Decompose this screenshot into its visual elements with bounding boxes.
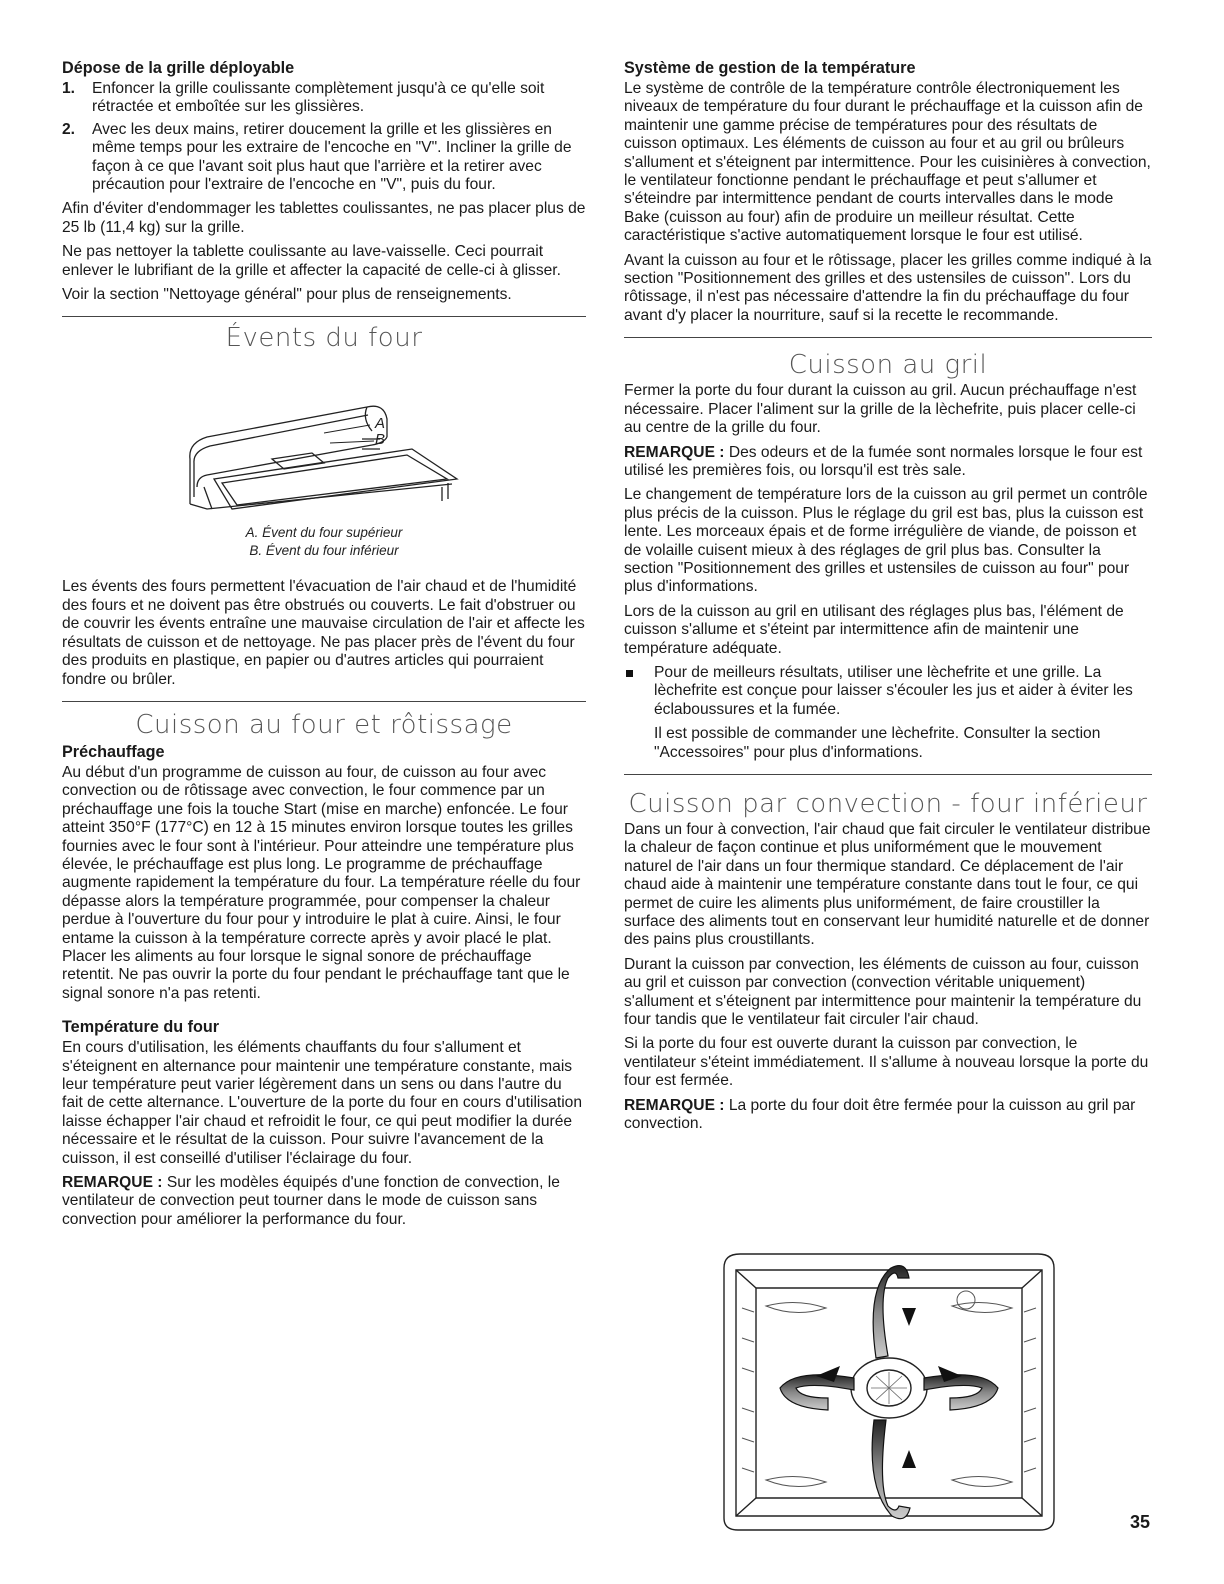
page-number: 35 [1130, 1512, 1151, 1532]
systeme-paragraph: Le système de contrôle de la température contrôle électroniquement les niveaux de température du four durant le préchauffage et la cuisson afin de maintenir une gamme précise de températures pour des résultats de cuisson optimaux. Les éléments de cuisson au four et au gril ou brûleurs s'allument et s'éteignent par intermittence. Pour les cuisinières à convection, le ventilateur fonctionne pendant le préchauffage et peut s'allumer et s'éteindre par intermittence pendant de courts intervalles dans le mode Bake (cuisson au four) afin de produire un meilleur résultat. Cette caractéristique s'active automatiquement lorsque le four est utilisé. [624, 80, 1151, 245]
gril-paragraph: Fermer la porte du four durant la cuisson au gril. Aucun préchauffage n'est nécessaire. Placer l'aliment sur la grille de la lèchefrite, puis placer celle-ci au centre de la grille du four. [624, 382, 1137, 437]
section-divider [624, 774, 1152, 775]
events-title: Évents du four [225, 323, 423, 354]
left-column [62, 58, 586, 1235]
oven-vent-drawing [62, 359, 586, 524]
preheat-heading: Préchauffage [62, 742, 165, 761]
bullet-icon [626, 670, 633, 677]
grille-steps [62, 80, 586, 194]
oven-vent-illustration [62, 359, 586, 524]
airflow-arrow-right [924, 1375, 998, 1410]
convection-title: Cuisson par convection - four inférieur [628, 789, 1148, 819]
cuisson-title: Cuisson au four et rôtissage [135, 709, 513, 740]
section-divider [624, 337, 1152, 338]
events-paragraph: Les évents des fours permettent l'évacuation de l'air chaud et de l'humidité des fours et ne doivent pas être obstrués ou couverts. Le fait d'obstruer ou de couvrir les évents entraîne une mauvaise circulation de l'air et affecte les résultats de cuisson et de nettoyage. Ne pas placer près de l'évent du four des produits en plastique, en papier ou d'autres articles qui pourraient fondre ou brûler. [62, 578, 585, 688]
cuisson-note: REMARQUE : Sur les modèles équipés d'une fonction de convection, le ventilateur de convection peut tourner dans le mode de cuisson sans convection pour améliorer la performance du four. [62, 1174, 560, 1228]
section-divider [62, 701, 586, 702]
airflow-arrow-left [780, 1375, 854, 1410]
airflow-arrow-bottom [872, 1420, 910, 1519]
caption-b: B. Évent du four inférieur [249, 543, 399, 559]
gril-paragraph: Lors de la cuisson au gril en utilisant des réglages plus bas, l'élément de cuisson s'allume et s'éteint par intermittence afin de maintenir une température adéquate. [624, 602, 1124, 657]
label-b: B [375, 431, 386, 449]
convection-paragraph: Si la porte du four est ouverte durant la cuisson par convection, le ventilateur s'éteint immédiatement. Il s'allume à nouveau lorsque la porte du four est fermée. [624, 1035, 1149, 1090]
right-column [624, 58, 1152, 1140]
grille-paragraph: Afin d'éviter d'endommager les tablettes coulissantes, ne pas placer plus de 25 lb (11,4 kg) sur la grille. [62, 200, 586, 236]
convection-oven-illustration [716, 1248, 1062, 1534]
list-item: 1. Enfoncer la grille coulissante complètement jusqu'à ce qu'elle soit rétractée et emboîtée sur les glissières. [62, 80, 545, 116]
convection-paragraph: Durant la cuisson par convection, les éléments de cuisson au four, cuisson au gril et cuisson par convection (convection véritable uniquement) s'allument et s'éteignent par intermittence pour maintenir la température du four tandis que le ventilateur fait circuler l'air chaud. [624, 955, 1142, 1029]
gril-indent-paragraph: Il est possible de commander une lèchefrite. Consulter la section "Accessoires" pour plus d'informations. [654, 725, 1101, 761]
grille-heading: Dépose de la grille déployable [62, 59, 295, 77]
gril-note: REMARQUE : Des odeurs et de la fumée sont normales lorsque le four est utilisé les premières fois, ou lorsqu'il est très sale. [624, 443, 1143, 479]
arrow-head-icon [902, 1450, 916, 1468]
convection-paragraph: Dans un four à convection, l'air chaud que fait circuler le ventilateur distribue la chaleur de façon continue et plus uniformément que le mouvement naturel de l'air dans un four thermique standard. Ce déplacement de l'air chaud aide à maintenir une température constante dans tout le four, ce qui permet de cuire les aliments plus uniformément, de faire croustiller la surface des aliments tout en conservant leur humidité naturelle et de donner des pains plus croustillants. [624, 821, 1151, 949]
grille-paragraph: Voir la section "Nettoyage général" pour plus de renseignements. [62, 286, 512, 304]
systeme-paragraph: Avant la cuisson au four et le rôtissage, placer les grilles comme indiqué à la section "Positionnement des grilles et des ustensiles de cuisson". Lors du rôtissage, il n'est pas nécessaire d'attendre la fin du préchauffage du four avant d'y placer la nourriture, sauf si la recette le recommande. [624, 251, 1152, 324]
temp-paragraph: En cours d'utilisation, les éléments chauffants du four s'allument et s'éteignent en alternance pour maintenir une température constante, mais leur température peut varier légèrement dans un sens ou dans l'autre du fait de cette alternance. L'ouverture de la porte du four en cours d'utilisation laisse échapper l'air chaud et refroidit le four, ce qui peut modifier la durée nécessaire et le résultat de la cuisson. Pour suivre l'avancement de la cuisson, il est conseillé d'utiliser l'éclairage du four. [62, 1039, 582, 1167]
list-item: Pour de meilleurs résultats, utiliser une lèchefrite et une grille. La lèchefrite est conçue pour laisser s'écouler les jus et aider à éviter les éclaboussures et la fumée. [624, 664, 1152, 719]
convection-note: REMARQUE : La porte du four doit être fermée pour la cuisson au gril par convection. [624, 1096, 1136, 1133]
list-item: 2. Avec les deux mains, retirer doucement la grille et les glissières en même temps pour les extraire de l'encoche en "V". Incliner la grille de façon à ce que l'avant soit plus haut que l'arrière et la retirer avec précaution pour l'extraire de l'encoche en "V", puis du four. [62, 120, 572, 194]
gril-title: Cuisson au gril [788, 350, 988, 381]
preheat-paragraph: Au début d'un programme de cuisson au four, de cuisson au four avec convection ou de rôtissage avec convection, le four commence par un préchauffage une fois la touche Start (mise en marche) enfoncée. Le four atteint 350°F (177°C) en 12 à 15 minutes environ lorsque toutes les grilles fournies avec le four sont à l'intérieur. Pour atteindre une température plus élevée, le préchauffage est plus long. Le programme de préchauffage augmente rapidement la température du four. La température réelle du four dépasse alors la température programmée, pour compenser la chaleur perdue à l'ouverture du four pour y introduire le plat à cuire. Ainsi, le four entame la cuisson à la température correcte après y avoir placé le plat. Placer les aliments au four lorsque le signal sonore de préchauffage retentit. Ne pas ouvrir la porte du four pendant le préchauffage tant que le signal sonore n'a pas retenti. [62, 763, 581, 1002]
arrow-head-icon [902, 1308, 916, 1326]
systeme-heading: Système de gestion de la température [624, 59, 916, 77]
gril-paragraph: Le changement de température lors de la cuisson au gril permet un contrôle plus précis de la cuisson. Plus le réglage du gril est bas, plus la cuisson est lente. Les morceaux épais et de forme irrégulière de viande, de poisson et de volaille cuisent mieux à des réglages de gril plus bas. Consulter la section "Positionnement des grilles et ustensiles de cuisson au four" pour plus d'informations. [624, 486, 1148, 596]
grille-paragraph: Ne pas nettoyer la tablette coulissante au lave-vaisselle. Ceci pourrait enlever le lubrifiant de la grille et affecter la capacité de celle-ci à glisser. [62, 243, 561, 279]
caption-a: A. Évent du four supérieur [245, 525, 403, 541]
temp-heading: Température du four [62, 1018, 220, 1037]
section-divider [62, 316, 586, 317]
label-a: A [375, 415, 386, 433]
